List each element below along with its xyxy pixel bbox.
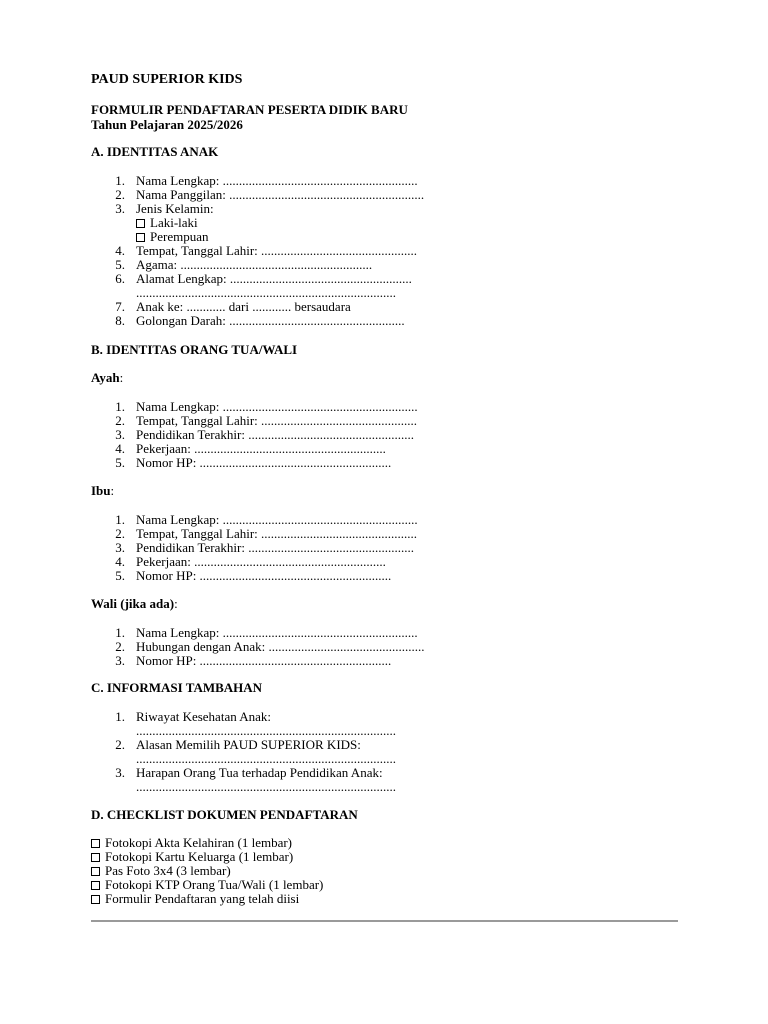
item-number: 3. bbox=[115, 201, 125, 216]
mother-name-field[interactable]: Nama Lengkap: ............................................................ bbox=[136, 512, 418, 527]
item-number: 5. bbox=[115, 455, 125, 470]
checklist-item[interactable] bbox=[91, 892, 323, 906]
nickname-field[interactable]: Nama Panggilan: ............................................................ bbox=[136, 187, 425, 202]
horizontal-divider bbox=[91, 920, 678, 922]
item-number: 1. bbox=[115, 709, 125, 724]
checklist-label: Fotokopi Akta Kelahiran (1 lembar) bbox=[105, 835, 293, 850]
guardian-relation-field[interactable]: Hubungan dengan Anak: ................................................ bbox=[136, 639, 425, 654]
list-item bbox=[91, 569, 418, 583]
reason-label: Alasan Memilih PAUD SUPERIOR KIDS: bbox=[136, 737, 361, 752]
guardian-phone-field[interactable]: Nomor HP: ........................................................... bbox=[136, 653, 392, 668]
health-history-field[interactable]: ................................................................................ bbox=[136, 723, 396, 738]
list-item bbox=[91, 188, 424, 202]
item-number: 7. bbox=[115, 299, 125, 314]
section-d-heading: D. CHECKLIST DOKUMEN PENDAFTARAN bbox=[91, 807, 358, 822]
father-subheading: Ayah: bbox=[91, 370, 124, 385]
father-birth-field[interactable]: Tempat, Tanggal Lahir: ................................................ bbox=[136, 413, 418, 428]
item-number: 6. bbox=[115, 271, 125, 286]
list-item bbox=[91, 244, 424, 258]
document-checklist bbox=[91, 836, 323, 906]
mother-subheading: Ibu: bbox=[91, 483, 115, 498]
list-item bbox=[91, 654, 425, 668]
item-number: 2. bbox=[115, 737, 125, 752]
mother-birth-field[interactable]: Tempat, Tanggal Lahir: ................................................ bbox=[136, 526, 418, 541]
list-item bbox=[91, 738, 396, 766]
full-name-field[interactable]: Nama Lengkap: ............................................................ bbox=[136, 173, 418, 188]
list-item bbox=[91, 640, 425, 654]
item-number: 3. bbox=[115, 427, 125, 442]
father-education-field[interactable]: Pendidikan Terakhir: ................................................... bbox=[136, 427, 414, 442]
list-item bbox=[91, 766, 396, 794]
item-number: 1. bbox=[115, 512, 125, 527]
checkbox-icon[interactable] bbox=[136, 219, 145, 228]
gender-option-label: Perempuan bbox=[150, 229, 209, 244]
checklist-label: Formulir Pendaftaran yang telah diisi bbox=[105, 891, 300, 906]
list-item bbox=[91, 527, 418, 541]
list-item bbox=[91, 414, 418, 428]
mother-education-field[interactable]: Pendidikan Terakhir: ................................................... bbox=[136, 540, 414, 555]
checkbox-icon[interactable] bbox=[91, 895, 100, 904]
checklist-item[interactable] bbox=[91, 878, 323, 892]
birth-place-date-field[interactable]: Tempat, Tanggal Lahir: ................................................ bbox=[136, 243, 418, 258]
item-number: 3. bbox=[115, 540, 125, 555]
father-phone-field[interactable]: Nomor HP: ........................................................... bbox=[136, 455, 392, 470]
guardian-name-field[interactable]: Nama Lengkap: ............................................................ bbox=[136, 625, 418, 640]
guardian-list bbox=[91, 626, 425, 668]
list-item bbox=[91, 300, 424, 314]
item-number: 1. bbox=[115, 625, 125, 640]
mother-occupation-field[interactable]: Pekerjaan: ........................................................... bbox=[136, 554, 386, 569]
list-item bbox=[91, 174, 424, 188]
item-number: 3. bbox=[115, 653, 125, 668]
religion-field[interactable]: Agama: ........................................................... bbox=[136, 257, 373, 272]
form-title: FORMULIR PENDAFTARAN PESERTA DIDIK BARU bbox=[91, 102, 408, 117]
checklist-label: Fotokopi Kartu Keluarga (1 lembar) bbox=[105, 849, 294, 864]
academic-year: Tahun Pelajaran 2025/2026 bbox=[91, 117, 243, 132]
item-number: 2. bbox=[115, 187, 125, 202]
section-b-heading: B. IDENTITAS ORANG TUA/WALI bbox=[91, 342, 298, 357]
list-item bbox=[91, 626, 425, 640]
mother-label: Ibu bbox=[91, 483, 111, 498]
list-item bbox=[91, 555, 418, 569]
mother-list bbox=[91, 513, 418, 583]
item-number: 5. bbox=[115, 257, 125, 272]
health-history-label: Riwayat Kesehatan Anak: bbox=[136, 709, 272, 724]
checkbox-icon[interactable] bbox=[91, 881, 100, 890]
checkbox-icon[interactable] bbox=[91, 839, 100, 848]
item-number: 1. bbox=[115, 173, 125, 188]
parent-expectation-field[interactable]: ................................................................................ bbox=[136, 779, 396, 794]
list-item bbox=[91, 258, 424, 272]
item-number: 4. bbox=[115, 243, 125, 258]
school-name: PAUD SUPERIOR KIDS bbox=[91, 72, 243, 87]
item-number: 5. bbox=[115, 568, 125, 583]
address-field[interactable]: Alamat Lengkap: ........................................................ bbox=[136, 271, 412, 286]
checklist-label: Pas Foto 3x4 (3 lembar) bbox=[105, 863, 231, 878]
reason-field[interactable]: ................................................................................ bbox=[136, 751, 396, 766]
item-number: 1. bbox=[115, 399, 125, 414]
gender-option-female[interactable] bbox=[136, 230, 424, 244]
list-item bbox=[91, 710, 396, 738]
list-item bbox=[91, 513, 418, 527]
mother-phone-field[interactable]: Nomor HP: ........................................................... bbox=[136, 568, 392, 583]
checkbox-icon[interactable] bbox=[136, 233, 145, 242]
gender-option-label: Laki-laki bbox=[150, 215, 198, 230]
parent-expectation-label: Harapan Orang Tua terhadap Pendidikan Anak: bbox=[136, 765, 383, 780]
item-number: 2. bbox=[115, 413, 125, 428]
item-number: 4. bbox=[115, 441, 125, 456]
additional-info-list bbox=[91, 710, 396, 794]
list-item bbox=[91, 202, 424, 244]
list-item bbox=[91, 314, 424, 328]
list-item bbox=[91, 456, 418, 470]
checklist-item[interactable] bbox=[91, 850, 323, 864]
child-identity-list bbox=[91, 174, 424, 328]
item-number: 4. bbox=[115, 554, 125, 569]
gender-option-male[interactable] bbox=[136, 216, 424, 230]
list-item bbox=[91, 400, 418, 414]
item-number: 8. bbox=[115, 313, 125, 328]
item-number: 2. bbox=[115, 526, 125, 541]
list-item bbox=[91, 541, 418, 555]
blood-type-field[interactable]: Golongan Darah: ...................................................... bbox=[136, 313, 405, 328]
checkbox-icon[interactable] bbox=[91, 867, 100, 876]
gender-label: Jenis Kelamin: bbox=[136, 201, 214, 216]
father-occupation-field[interactable]: Pekerjaan: ........................................................... bbox=[136, 441, 386, 456]
section-c-heading: C. INFORMASI TAMBAHAN bbox=[91, 680, 263, 695]
father-label: Ayah bbox=[91, 370, 120, 385]
address-field-line2[interactable]: ................................................................................ bbox=[136, 285, 396, 300]
father-name-field[interactable]: Nama Lengkap: ............................................................ bbox=[136, 399, 418, 414]
child-order-field[interactable]: Anak ke: ............ dari ............ bersaudara bbox=[136, 299, 351, 314]
list-item bbox=[91, 272, 424, 300]
checklist-item[interactable] bbox=[91, 836, 323, 850]
item-number: 2. bbox=[115, 639, 125, 654]
section-a-heading: A. IDENTITAS ANAK bbox=[91, 144, 219, 159]
checklist-label: Fotokopi KTP Orang Tua/Wali (1 lembar) bbox=[105, 877, 324, 892]
checklist-item[interactable] bbox=[91, 864, 323, 878]
father-list bbox=[91, 400, 418, 470]
item-number: 3. bbox=[115, 765, 125, 780]
list-item bbox=[91, 428, 418, 442]
checkbox-icon[interactable] bbox=[91, 853, 100, 862]
guardian-label: Wali (jika ada) bbox=[91, 596, 175, 611]
list-item bbox=[91, 442, 418, 456]
guardian-subheading: Wali (jika ada): bbox=[91, 596, 178, 611]
